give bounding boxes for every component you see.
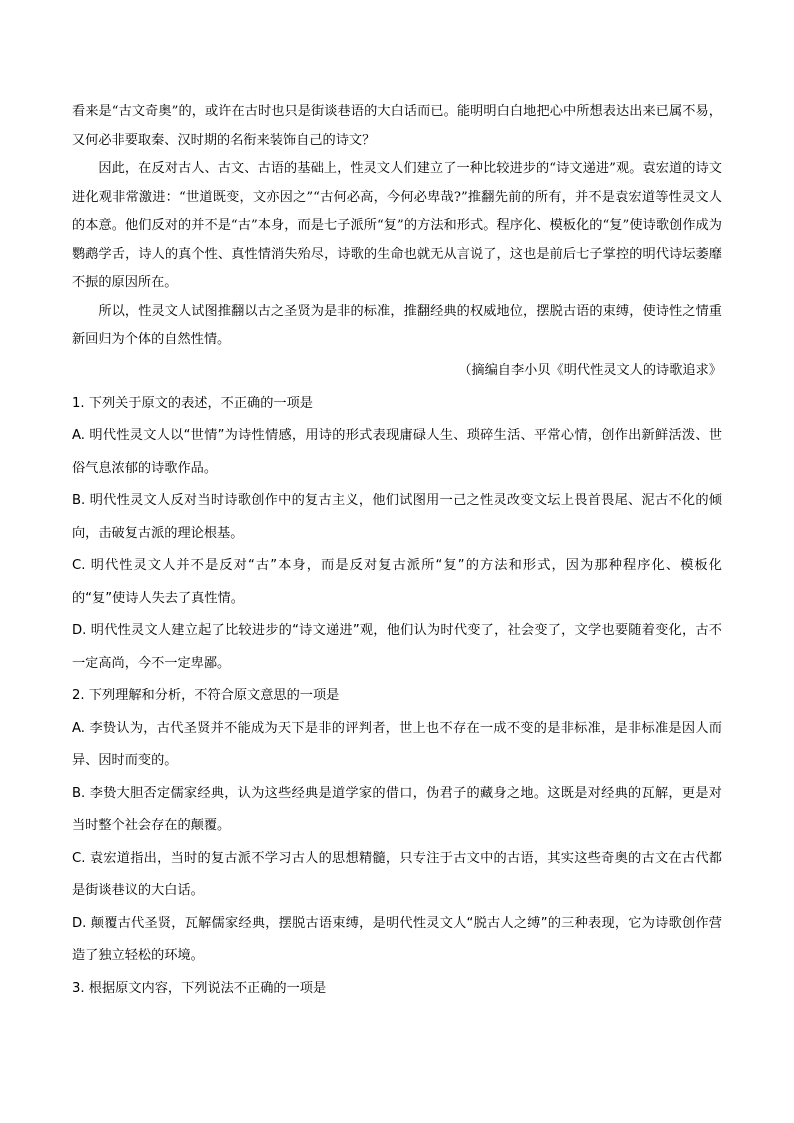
question-1-option-b: B. 明代性灵文人反对当时诗歌创作中的复古主义，他们试图用一己之性灵改变文坛上畏首畏尾、泥古不化的倾向，击破复古派的理论根基。	[72, 493, 722, 541]
passage-source: （摘编自李小贝《明代性灵文人的诗歌追求》	[458, 362, 722, 378]
question-1-stem: 1. 下列关于原文的表述，不正确的一项是	[72, 395, 313, 411]
question-2-option-a: A. 李贽认为，古代圣贤并不能成为天下是非的评判者，世上也不存在一成不变的是非标准，是非标准是因人而异、因时而变的。	[72, 720, 722, 768]
question-2-option-b: B. 李贽大胆否定儒家经典，认为这些经典是道学家的借口，伪君子的藏身之地。这既是对经典的瓦解，更是对当时整个社会存在的颠覆。	[72, 785, 722, 833]
question-2-stem: 2. 下列理解和分析，不符合原文意思的一项是	[72, 688, 340, 703]
question-1-option-d: D. 明代性灵文人建立起了比较进步的“诗文递进”观，他们认为时代变了，社会变了，文学也要随着变化，古不一定高尚，今不一定卑鄙。	[72, 623, 722, 671]
passage-paragraph-2: 因此，在反对古人、古文、古语的基础上，性灵文人们建立了一种比较进步的“诗文递进”观。袁宏道的诗文进化观非常激进：“世道既变，文亦因之”“古何必高，今何必卑哉?”推翻先前的所有，并不是袁宏道等性灵文人的本意。他们反对的并不是“古”本身，而是七子派所“复”的方法和形式。程序化、模板化的“复”使诗歌创作成为鹦鹉学舌，诗人的真个性、真性情消失殆尽，诗歌的生命也就无从言说了，这也是前后七子掌控的明代诗坛萎靡不振的原因所在。	[72, 161, 722, 290]
question-2-option-c: C. 袁宏道指出，当时的复古派不学习古人的思想精髓，只专注于古文中的古语，其实这些奇奥的古文在古代都是街谈巷议的大白话。	[72, 850, 722, 898]
question-list	[72, 388, 722, 1006]
passage	[72, 98, 722, 355]
question-1-option-a: A. 明代性灵文人以“世情”为诗性情感，用诗的形式表现庸碌人生、琐碎生活、平常心情，创作出新鲜活泼、世俗气息浓郁的诗歌作品。	[72, 428, 722, 476]
passage-paragraph-3: 所以，性灵文人试图推翻以古之圣贤为是非的标准，推翻经典的权威地位，摆脱古语的束缚，使诗性之情重新回归为个体的自然性情。	[72, 303, 722, 347]
question-1-option-c: C. 明代性灵文人并不是反对“古”本身，而是反对复古派所“复”的方法和形式，因为那种程序化、模板化的“复”使诗人失去了真性情。	[72, 558, 722, 606]
question-2-option-d: D. 颠覆古代圣贤，瓦解儒家经典，摆脱古语束缚，是明代性灵文人“脱古人之缚”的三种表现，它为诗歌创作营造了独立轻松的环境。	[72, 915, 722, 963]
passage-paragraph-1: 看来是“古文奇奥”的，或许在古时也只是街谈巷语的大白话而已。能明明白白地把心中所想表达出来已属不易，又何必非要取秦、汉时期的名衔来装饰自己的诗文？	[72, 104, 722, 148]
question-3-stem: 3. 根据原文内容，下列说法不正确的一项是	[72, 980, 327, 996]
